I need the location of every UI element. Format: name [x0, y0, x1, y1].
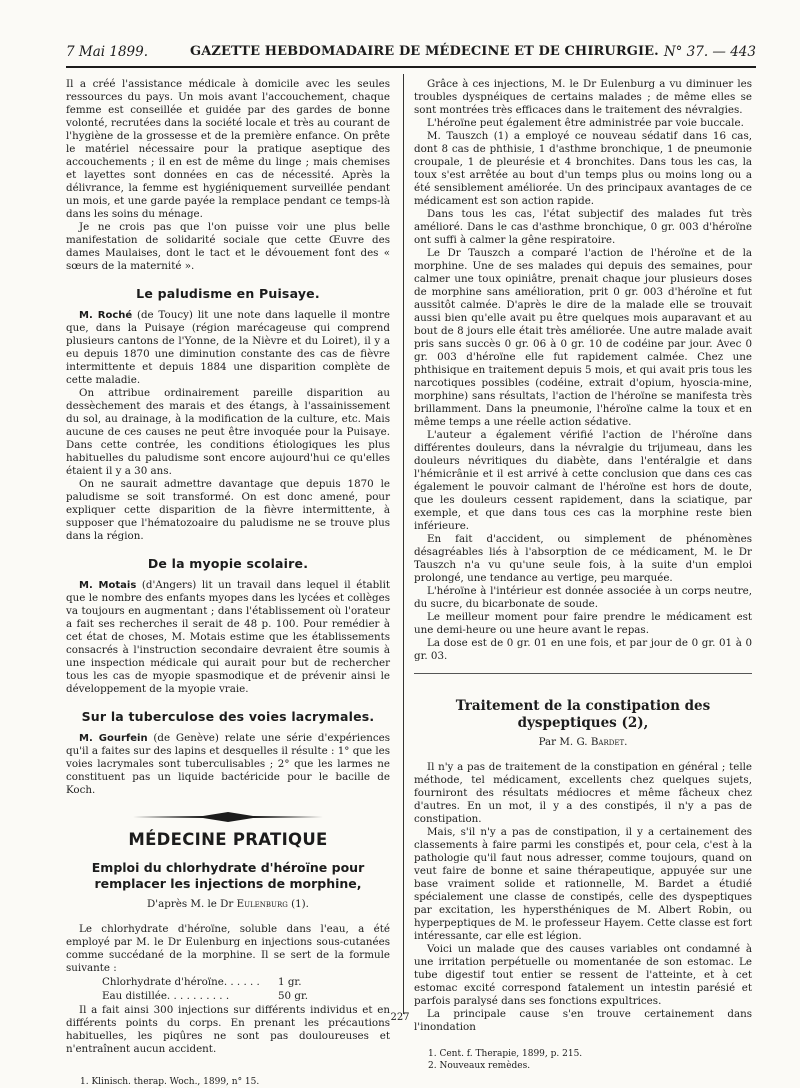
section-heading-tuberculose: Sur la tuberculose des voies lacrymales. — [81, 709, 375, 724]
footnote: 1. Klinisch. therap. Woch., 1899, n° 15. — [80, 1077, 260, 1087]
paragraph: La principale cause s'en trouve certainement dans l'inondation — [414, 1008, 752, 1033]
paragraph: Le meilleur moment pour faire prendre le médicament est une demi-heure ou une heure avant le repas. — [414, 611, 752, 636]
issue-date: 7 Mai 1899. — [66, 44, 149, 60]
article-title-emploi: Emploi du chlorhydrate d'héroïne pour remplacer les injections de morphine, — [91, 860, 365, 891]
paragraph: Il a créé l'assistance médicale à domicile avec les seules ressources du pays. Un mois avant l'accouchement, chaque femme est conseillée et guidée par des gardes de bonne volonté, recrutées dans la société locale et très au courant de l'hygiène de la grossesse et de la première enfance. On prête le matériel nécessaire pour la pratique aseptique des accouchements ; il en est de même du linge ; mais chemises et layettes sont données en cas de nécessité. Après la délivrance, la femme est hygiéniquement surveillée pendant un mois, et une garde payée la remplace pendant ce temps-là dans les soins du ménage. — [66, 78, 390, 220]
footnote: 1. Cent. f. Therapie, 1899, p. 215. — [428, 1049, 583, 1059]
footnotes — [66, 1076, 390, 1088]
paragraph: Il a fait ainsi 300 injections sur différents individus et en différents points du corps. En prenant les précautions habituelles, les piqûres ne sont pas douloureuses et n'entraînent aucun accident. — [66, 1004, 390, 1055]
paragraph: On attribue ordinairement pareille disparition au dessèchement des marais et des étangs, à l'assainissement du sol, au drainage, à la modification de la culture, etc. Mais aucune de ces causes ne peut être invoquée pour la Puisaye. Dans cette contrée, les conditions étiologiques les plus habituelles du paludisme sont encore aujourd'hui ce qu'elles étaient il y a 30 ans. — [66, 387, 390, 477]
paragraph: M. Motais (d'Angers) lit un travail dans lequel il établit que le nombre des enfants myopes dans les lycées et collèges va toujours en augmentant ; dans l'établissement où l'orateur a fait ses recherches il serait de 48 p. 100. Pour remédier à cet état de choses, M. Motais estime que les établissements consacrés à l'instruction secondaire devraient être soumis à une inspection médicale qui aurait pour but de rechercher tous les cas de myopie spasmodique et de prévenir ainsi le développement de la myopie vraie. — [66, 579, 390, 695]
header-rule — [66, 66, 756, 68]
footnotes — [414, 1048, 752, 1072]
article-byline: D'après M. le Dr Eulenburg (1). — [147, 898, 309, 910]
rubric-title: MÉDECINE PRATIQUE — [128, 830, 328, 849]
paragraph: Il n'y a pas de traitement de la constipation en général ; telle méthode, tel médicament, excellents chez quelques sujets, fourniront des résultats médiocres et même fâcheux chez d'autres. En un mot, il y a des constipés, il n'y a pas de constipation. — [414, 761, 752, 825]
paragraph: L'héroïne à l'intérieur est donnée associée à un corps neutre, du sucre, du bicarbonate de soude. — [414, 585, 752, 610]
formula-line: Chlorhydrate d'héroïne. . . . . . 1 gr. — [102, 976, 302, 988]
paragraph: Je ne crois pas que l'on puisse voir une plus belle manifestation de solidarité sociale que cette Œuvre des dames Maulaises, dont le tact et le dévouement font des « sœurs de la maternité ». — [66, 221, 390, 272]
running-header — [66, 38, 756, 68]
section-heading-myopie: De la myopie scolaire. — [147, 556, 309, 571]
section-separator — [414, 673, 752, 674]
paragraph: Voici un malade que des causes variables ont condamné à une irritation perpétuelle ou momentanée de son estomac. Le tube digestif tout entier se ressent de l'atteinte, et à cet estomac excité correspond fatalement un intestin parésié et parfois paralysé dans ses fonctions expultrices. — [414, 943, 752, 1007]
article-title-traitement: Traitement de la constipation des dyspeptiques (2), — [455, 698, 711, 731]
paragraph: M. Tauszch (1) a employé ce nouveau sédatif dans 16 cas, dont 8 cas de phthisie, 1 d'asthme bronchique, 1 de pneumonie croupale, 1 de pleurésie et 4 bronchites. Dans tous les cas, la toux s'est arrêtée au bout d'un temps plus ou moins long ou a été sensiblement améliorée. Un des principaux avantages de ce médicament est son action rapide. — [414, 130, 752, 207]
author-name: M. Roché — [79, 310, 133, 321]
paragraph: L'héroïne peut également être administrée par voie buccale. — [427, 117, 744, 129]
footnote: 2. Nouveaux remèdes. — [428, 1061, 531, 1071]
paragraph: Dans tous les cas, l'état subjectif des malades fut très amélioré. Dans le cas d'asthme bronchique, 0 gr. 003 d'héroïne ont suffi à calmer la gêne respiratoire. — [414, 208, 752, 246]
paragraph: Grâce à ces injections, M. le Dr Eulenburg a vu diminuer les troubles dyspnéiques de certains malades ; de même elles se sont montrées très efficaces dans le traitement des névralgies. — [414, 78, 752, 116]
formula-line: Eau distillée. . . . . . . . . . 50 gr. — [102, 990, 309, 1002]
left-column — [66, 78, 390, 1088]
paragraph: En fait d'accident, ou simplement de phénomènes désagréables liés à l'absorption de ce médicament, M. le Dr Tauszch n'a vu qu'une seule fois, à la suite d'un emploi prolongé, une tendance au vertige, peu marquée. — [414, 533, 752, 584]
section-heading-paludisme: Le paludisme en Puisaye. — [136, 286, 320, 301]
article-byline: Par M. G. Bardet. — [538, 736, 628, 748]
ornament-rule — [66, 811, 390, 823]
author-name: M. Motais — [79, 580, 137, 591]
author-name: M. Gourfein — [79, 733, 148, 744]
paragraph: Mais, s'il n'y a pas de constipation, il y a certainement des classements à faire parmi les constipés et, pour cela, c'est à la pathologie qu'il faut nous adresser, comme toujours, quand on veut faire de bonne et saine thérapeutique, appuyée sur une base vraiment solide et rationnelle, M. Bardet a étudié spécialement une classe de constipés, celle des dyspeptiques par excitation, les hypersthéniques de M. Albert Robin, ou hyperpeptiques de M. le professeur Hayem. Cette classe est fort intéressante, car elle est légion. — [414, 826, 752, 942]
paragraph: M. Roché (de Toucy) lit une note dans laquelle il montre que, dans la Puisaye (région marécageuse qui comprend plusieurs cantons de l'Yonne, de la Nièvre et du Loiret), il y a eu depuis 1870 une diminution constante des cas de fièvre intermittente et depuis 1884 une disparition complète de cette maladie. — [66, 309, 390, 386]
paragraph: On ne saurait admettre davantage que depuis 1870 le paludisme se soit transformé. On est donc amené, pour expliquer cette disparition de la fièvre intermittente, à supposer que l'hématozoaire du paludisme ne se trouve plus dans la région. — [66, 478, 390, 542]
paragraph: M. Gourfein (de Genève) relate une série d'expériences qu'il a faites sur des lapins et desquelles il résulte : 1° que les voies lacrymales sont tuberculisables ; 2° que les larmes ne constituent pas un liquide bactéricide pour le bacille de Koch. — [66, 732, 390, 796]
issue-page-number: N° 37. — 443 — [663, 44, 756, 60]
paragraph: L'auteur a également vérifié l'action de l'héroïne dans différentes douleurs, dans la névralgie du trijumeau, dans les douleurs névritiques du diabète, dans l'entéralgie et dans l'hémicrânie et il est arrivé à cette conclusion que dans ces cas également le pouvoir calmant de l'héroïne est hors de doute, que les douleurs cessent rapidement, dans la sciatique, par exemple, et que dans tous ces cas la morphine reste bien inférieure. — [414, 429, 752, 532]
paragraph: Le chlorhydrate d'héroïne, soluble dans l'eau, a été employé par M. le Dr Eulenburg en injections sous-cutanées comme succédané de la morphine. Il se sert de la formule suivante : — [66, 923, 390, 974]
ornament-icon — [133, 811, 323, 823]
column-divider — [403, 74, 404, 1014]
right-column — [414, 78, 752, 1072]
journal-title: GAZETTE HEBDOMADAIRE DE MÉDECINE ET DE CHIRURGIE. — [190, 44, 659, 59]
folio-number: 227 — [390, 1012, 410, 1023]
paragraph: La dose est de 0 gr. 01 en une fois, et par jour de 0 gr. 01 à 0 gr. 03. — [414, 637, 752, 662]
paragraph: Le Dr Tauszch a comparé l'action de l'héroïne et de la morphine. Une de ses malades qui depuis des semaines, pour calmer une toux opiniâtre, prenait chaque jour plusieurs doses de morphine sans amélioration, prit 0 gr. 003 d'héroïne et fut aussitôt calmée. D'après le dire de la malade elle se trouvait aussi bien qu'elle avait pu être quelques mois auparavant et au bout de 8 jours elle était très améliorée. Une autre malade avait pris sans succès 0 gr. 06 à 0 gr. 10 de codéine par jour. Avec 0 gr. 003 d'héroïne elle fut rapidement calmée. Chez une phthisique en traitement depuis 5 mois, et qui avait pris tous les narcotiques possibles (codéine, extrait d'opium, hyoscia-mine, morphine) sans résultats, l'action de l'héroïne se manifesta très brillamment. Dans la pneumonie, l'héroïne calme la toux et en même temps a une réelle action sédative. — [414, 247, 752, 428]
